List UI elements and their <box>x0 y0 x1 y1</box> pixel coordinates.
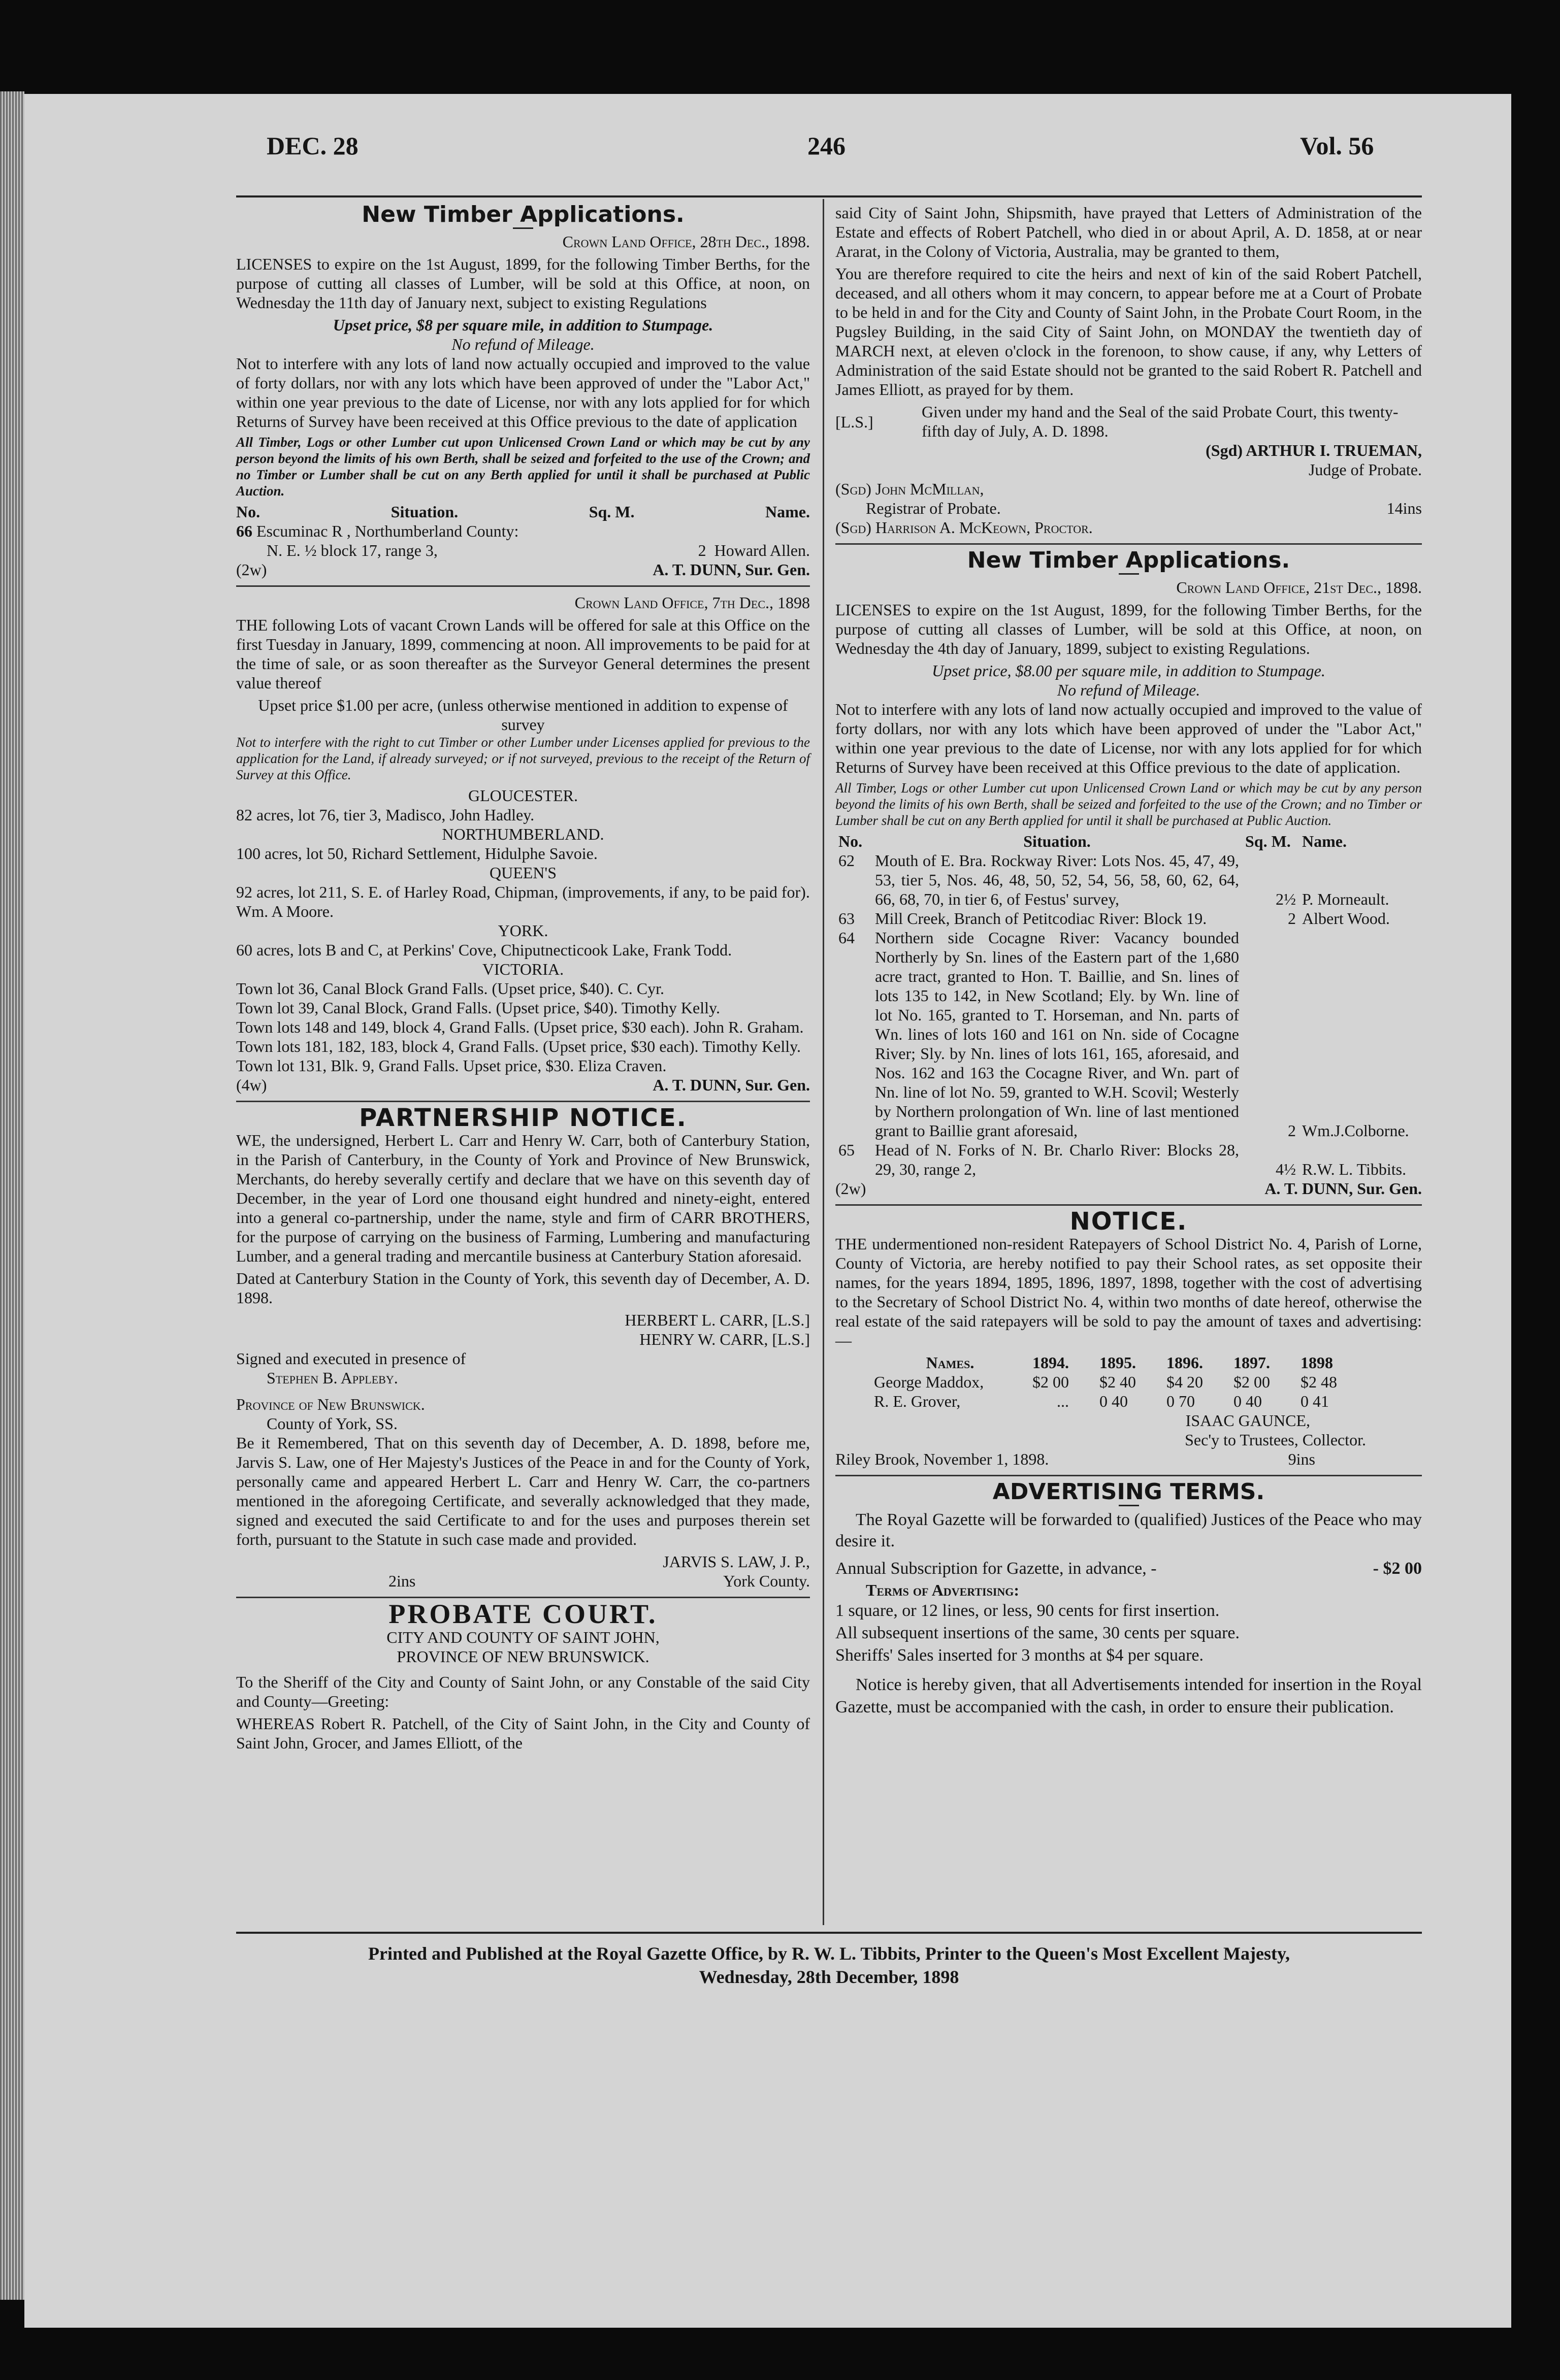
section-rule <box>236 1597 810 1598</box>
signatory: HENRY W. CARR, [L.S.] <box>639 1330 810 1348</box>
probate-continuation <box>835 203 1422 537</box>
notice-warning: All Timber, Logs or other Lumber cut upon Unlicensed Crown Land or which may be cut by any person beyond the limits of his own Berth, shall be seized and forfeited to the use of the Crown; and no Timber or Lumber shall be cut on any Berth applied for until it shall be purchased at Public Auction. <box>236 435 810 499</box>
gazette-note: The Royal Gazette will be forwarded to (qualified) Justices of the Peace who may desire it. <box>835 1510 1422 1550</box>
lot-entry: Town lots 181, 182, 183, block 4, Grand Falls. (Upset price, $30 each). Timothy Kelly. <box>236 1037 801 1055</box>
advertising-terms <box>835 1479 1422 1718</box>
header-page-number: 246 <box>807 131 846 160</box>
no-refund: No refund of Mileage. <box>1057 681 1200 699</box>
table-row: George Maddox, $2 00 $2 40 $4 20 $2 00 $2 48 <box>874 1373 1337 1391</box>
partnership-notice <box>236 1104 810 1591</box>
office-line: Crown Land Office, 7th Dec., 1898 <box>574 593 810 612</box>
column-divider <box>823 199 824 1925</box>
probate-whereas: WHEREAS Robert R. Patchell, of the City of Saint John, in the City and County of Saint John, Grocer, and James Elliott, of the <box>236 1714 810 1752</box>
probate-citation: You are therefore required to cite the heirs and next of kin of the said Robert Patchell, deceased, and all others whom it may concern, to appear before me at a Court of Probate to be held in and for the City and County of Saint John, in the Probate Court Room, in the Pugsley Building, in the said City of Saint John, on MONDAY the twentieth day of MARCH next, at eleven o'clock in the forenoon, to show cause, if any, why Letters of Administration of the said Estate should not be granted to the said Robert R. Patchell and James Elliott, as prayed for by them. <box>835 265 1422 399</box>
lot-entry: 60 acres, lots B and C, at Perkins' Cove, Chiputnecticook Lake, Frank Todd. <box>236 941 732 959</box>
section-title: New Timber Applications. <box>362 202 685 227</box>
timber-table <box>835 832 1422 1179</box>
seal-mark: [L.S.] <box>835 413 873 431</box>
table-row-cont: N. E. ½ block 17, range 3, 2 Howard Allen. <box>267 541 810 559</box>
probate-subtitle: PROVINCE OF NEW BRUNSWICK. <box>397 1647 649 1666</box>
county-heading: YORK. <box>498 921 548 940</box>
remembered-clause: Be it Remembered, That on this seventh day of December, A. D. 1898, before me, Jarvis S. Law, one of Her Majesty's Justices of the Peace in and for the County of York, personally came and appeared Herbert L. Carr and Henry W. Carr, the co-partners mentioned in the aforegoing Certificate, and severally acknowledged that they made, signed and executed the said Certificate to and for the uses and purposes therein set forth, pursuant to the Statute in such case made and provided. <box>236 1434 810 1548</box>
footer-rule <box>236 1932 1422 1934</box>
collector-title: Sec'y to Trustees, Collector. <box>1185 1431 1366 1449</box>
imprint-line-2: Wednesday, 28th December, 1898 <box>699 1967 959 1987</box>
table-header: Names. 1894. 1895. 1896. 1897. 1898 <box>926 1353 1333 1372</box>
title-dash <box>513 227 533 229</box>
upset-price: Upset price, $8.00 per square mile, in addition to Stumpage. <box>932 662 1325 680</box>
title-dash <box>1119 573 1139 575</box>
county-heading: VICTORIA. <box>482 960 564 978</box>
signatory: HERBERT L. CARR, [L.S.] <box>625 1311 810 1329</box>
justice-signature: JARVIS S. LAW, J. P., <box>663 1552 810 1571</box>
collector-name: ISAAC GAUNCE, <box>1185 1411 1310 1430</box>
school-rates-notice <box>835 1207 1422 1469</box>
no-refund: No refund of Mileage. <box>451 335 595 353</box>
table-row: R. E. Grover, ... 0 40 0 70 0 40 0 41 <box>874 1392 1329 1410</box>
lot-entry: 82 acres, lot 76, tier 3, Madisco, John Hadley. <box>236 806 535 824</box>
section-title: New Timber Applications. <box>967 547 1290 573</box>
section-title: ADVERTISING TERMS. <box>992 1479 1265 1505</box>
section-rule <box>236 1101 810 1102</box>
lot-entry: Town lot 36, Canal Block Grand Falls. (Upset price, $40). C. Cyr. <box>236 979 664 998</box>
judge-title: Judge of Probate. <box>1308 460 1422 479</box>
rates-table <box>871 1353 1364 1411</box>
term-item: 1 square, or 12 lines, or less, 90 cents for first insertion. <box>835 1601 1220 1620</box>
table-header: No. Situation. Sq. M. Name. <box>236 503 810 521</box>
witness-name: Stephen B. Appleby. <box>267 1369 398 1387</box>
lot-entry: Town lot 39, Canal Block, Grand Falls. (Upset price, $40). Timothy Kelly. <box>236 999 720 1017</box>
header-volume: Vol. 56 <box>1300 131 1374 160</box>
notice-body: THE undermentioned non-resident Ratepayers of School District No. 4, Parish of Lorne, County of Victoria, are hereby notified to pay their School rates, as set opposite their names, for the years 1894, 1895, 1896, 1897, 1898, together with the cost of advertising to the Secretary of School District No. 4, within two months of date hereof, otherwise the real estate of the said ratepayers will be sold to pay the amount of taxes and advertising:— <box>835 1235 1422 1349</box>
table-row: 63 Mill Creek, Branch of Petitcodiac River: Block 19. 2 Albert Wood. <box>838 909 1390 928</box>
header-date: DEC. 28 <box>267 131 359 160</box>
notice-warning: All Timber, Logs or other Lumber cut upon Unlicensed Crown Land or which may be cut by any person beyond the limits of his own Berth, shall be seized and forfeited to the use of the Crown; and no Timber or Lumber shall be cut on any Berth applied for until it shall be purchased at Public Auction. <box>835 780 1422 828</box>
insertion-line: 2ins York County. <box>388 1572 810 1590</box>
section-title: PROBATE COURT. <box>388 1599 658 1629</box>
left-column <box>236 203 810 1756</box>
section-rule <box>835 1204 1422 1206</box>
section-rule <box>236 585 810 587</box>
notice-body: LICENSES to expire on the 1st August, 1899, for the following Timber Berths, for the purpose of cutting all classes of Lumber, will be sold at this Office, at noon, on Wednesday the 11th day of January next, subject to existing Regulations <box>236 255 810 312</box>
probate-body: said City of Saint John, Shipsmith, have prayed that Letters of Administration of the Estate and effects of Robert Patchell, who died in or about April, A. D. 1858, at or near Ararat, in the Colony of Victoria, Australia, may be granted to them, <box>835 204 1422 260</box>
upset-price: Upset price, $8 per square mile, in addition to Stumpage. <box>333 316 713 334</box>
table-header: No. Situation. Sq. M. Name. <box>838 832 1347 850</box>
notice-conditions: Not to interfere with any lots of land now actually occupied and improved to the value of forty dollars, nor with any lots which have been approved of under the "Labor Act," within one year previous to the date of License, nor with any lots applied for for which Returns of Survey have been received at this Office previous to the date of application <box>236 354 810 431</box>
subscription-line: Annual Subscription for Gazette, in advance, - - $2 00 <box>835 1559 1422 1578</box>
notice-warning: Not to interfere with the right to cut Timber or other Lumber under Licenses applied for previous to the application for the Land, if already surveyed; or if not surveyed, previous to the receipt of the Return of Survey at this Office. <box>236 735 810 782</box>
office-line: Crown Land Office, 21st Dec., 1898. <box>1176 578 1422 597</box>
given-line: Given under my hand and the Seal of the said Probate Court, this twenty-fifth day of July, A. D. 1898. <box>922 403 1399 440</box>
witness-line: Signed and executed in presence of <box>236 1349 466 1368</box>
notice-body: THE following Lots of vacant Crown Lands will be offered for sale at this Office on the first Tuesday in January, 1899, commencing at noon. All improvements to be paid for at the time of sale, or as soon thereafter as the Surveyor General determines the present value thereof <box>236 616 810 692</box>
notice-conditions: Not to interfere with any lots of land now actually occupied and improved to the value of forty dollars, nor with any lots which have been approved of under the "Labor Act," within one year previous to the date of License, nor with any lots applied for for which Returns of Survey have been received at this Office previous to the date of application. <box>835 700 1422 776</box>
judge-signature: (Sgd) ARTHUR I. TRUEMAN, <box>1206 441 1422 459</box>
section-rule <box>835 543 1422 545</box>
lot-entry: Town lot 131, Blk. 9, Grand Falls. Upset price, $30. Eliza Craven. <box>236 1056 667 1075</box>
advertising-notice: Notice is hereby given, that all Advertisements intended for insertion in the Royal Gazette, must be accompanied with the cash, in order to ensure their publication. <box>835 1675 1422 1716</box>
notice-body: LICENSES to expire on the 1st August, 1899, for the following Timber Berths, for the purpose of cutting all classes of Lumber, will be sold at this Office, at noon, on Wednesday the 4th day of January, 1899, subject to existing Regulations. <box>835 601 1422 657</box>
probate-subtitle: CITY AND COUNTY OF SAINT JOHN, <box>386 1628 660 1646</box>
table-row: 66 Escuminac R , Northumberland County: <box>236 522 519 540</box>
imprint <box>236 1942 1422 1989</box>
title-dash <box>1119 1505 1139 1506</box>
county-heading: QUEEN'S <box>490 864 557 882</box>
signature-line: (2w) A. T. DUNN, Sur. Gen. <box>236 560 810 579</box>
header-rule <box>236 195 1422 197</box>
probate-greeting: To the Sheriff of the City and County of Saint John, or any Constable of the said City and County—Greeting: <box>236 1673 810 1710</box>
dated-line: Dated at Canterbury Station in the County of York, this seventh day of December, A. D. 1898. <box>236 1269 810 1307</box>
right-column <box>835 203 1422 1722</box>
upset-price: Upset price $1.00 per acre, (unless otherwise mentioned in addition to expense of survey <box>258 696 788 734</box>
table-row: 64 Northern side Cocagne River: Vacancy bounded Northerly by Sn. lines of the Eastern part of the 1,680 acre tract, granted to Hon. T. Baillie, and Sn. lines of lots 135 to 142, in New Scotland; Ely. by Wn. line of lot No. 165, granted to T. Horseman, and Nn. parts of Wn. lines of lots 160 and 161 on Nn. side of Cocagne River; Sly. by Nn. lines of lots 161, 165, aforesaid, and Nos. 162 and 163 the Cocagne River, and Wn. part of Nn. line of lot No. 59, granted to W.H. Scovil; Westerly by Northern prolongation of Wn. line of last mentioned grant to Baillie grant aforesaid, 2 Wm.J.Colborne. <box>838 929 1409 1140</box>
county-heading: GLOUCESTER. <box>468 786 578 805</box>
province-line: Province of New Brunswick. <box>236 1395 425 1413</box>
table-row: 62 Mouth of E. Bra. Rockway River: Lots Nos. 45, 47, 49, 53, tier 5, Nos. 46, 48, 50, 52, 54, 56, 58, 60, 62, 64, 66, 68, 70, in tier 6, of Festus' survey, 2½ P. Morneault. <box>838 851 1389 908</box>
page-edge-stack <box>0 91 24 2300</box>
proctor-signature: (Sgd) Harrison A. McKeown, Proctor. <box>835 518 1093 537</box>
seal-block <box>835 402 1422 441</box>
registrar-line: Registrar of Probate. 14ins <box>866 499 1422 517</box>
county-line: County of York, SS. <box>267 1414 398 1433</box>
registrar-signature: (Sgd) John McMillan, <box>835 480 984 498</box>
timber-applications-2 <box>835 547 1422 1198</box>
county-heading: NORTHUMBERLAND. <box>442 825 604 843</box>
section-title: NOTICE. <box>1069 1207 1188 1236</box>
lot-entry: 92 acres, lot 211, S. E. of Harley Road, Chipman, (improvements, if any, to be paid for). Wm. A Moore. <box>236 883 810 920</box>
term-item: Sheriffs' Sales inserted for 3 months at $4 per square. <box>835 1646 1204 1665</box>
table-row: 65 Head of N. Forks of N. Br. Charlo River: Blocks 28, 29, 30, range 2, 4½ R.W. L. Tibbits. <box>838 1141 1407 1178</box>
signature-line: (4w) A. T. DUNN, Sur. Gen. <box>236 1076 810 1094</box>
probate-court <box>236 1599 810 1753</box>
office-line: Crown Land Office, 28th Dec., 1898. <box>562 233 810 251</box>
signature-line: (2w) A. T. DUNN, Sur. Gen. <box>835 1179 1422 1198</box>
place-line: Riley Brook, November 1, 1898. 9ins <box>835 1450 1315 1468</box>
vacant-lots-notice <box>236 593 810 1095</box>
terms-heading: Terms of Advertising: <box>866 1581 1020 1599</box>
section-rule <box>835 1475 1422 1476</box>
section-title: PARTNERSHIP NOTICE. <box>359 1104 687 1132</box>
lot-entry: 100 acres, lot 50, Richard Settlement, Hidulphe Savoie. <box>236 844 598 863</box>
lot-entry: Town lots 148 and 149, block 4, Grand Falls. (Upset price, $30 each). John R. Graham. <box>236 1018 804 1036</box>
term-item: All subsequent insertions of the same, 30 cents per square. <box>835 1624 1240 1642</box>
notice-body: WE, the undersigned, Herbert L. Carr and Henry W. Carr, both of Canterbury Station, in the Parish of Canterbury, in the County of York and Province of New Brunswick, Merchants, do hereby severally certify and declare that we have on this seventh day of December, in the year of Lord one thousand eight hundred and ninety-eight, entered into a general co-partnership, under the name, style and firm of CARR BROTHERS, for the purpose of carrying on the business of Farming, Lumbering and manufacturing Lumber, and a general trading and mercantile business at Canterbury Station aforesaid. <box>236 1131 810 1265</box>
timber-applications-1 <box>236 202 810 579</box>
imprint-line-1: Printed and Published at the Royal Gazette Office, by R. W. L. Tibbits, Printer to the Queen's Most Excellent Majesty, <box>368 1943 1290 1964</box>
